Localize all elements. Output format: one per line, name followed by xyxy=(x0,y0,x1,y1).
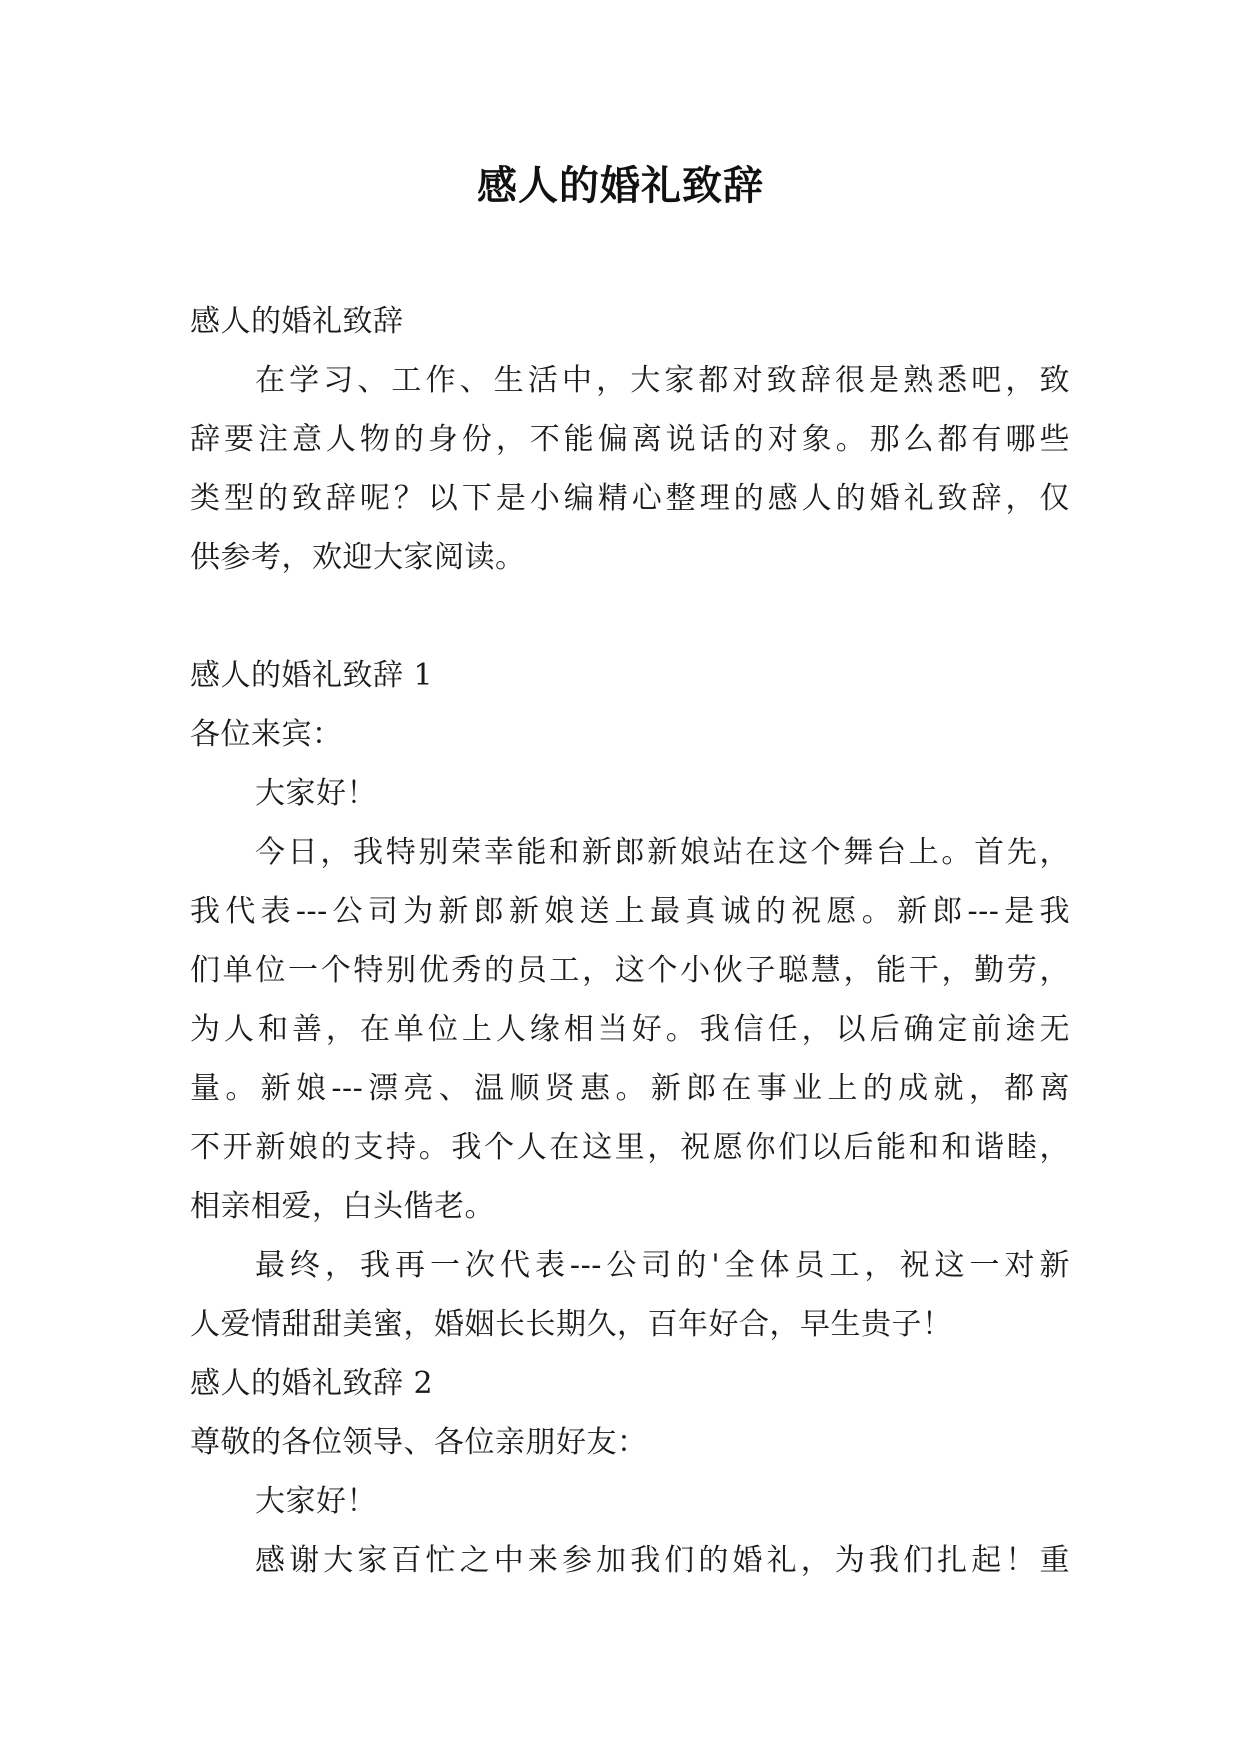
salutation: 各位来宾： xyxy=(190,717,343,752)
paragraph-line: 相亲相爱，白头偕老。 xyxy=(190,1189,495,1224)
paragraph-line: 量。新娘---漂亮、温顺贤惠。新郎在事业上的成就，都离 xyxy=(190,1071,1070,1106)
paragraph-line: 人爱情甜甜美蜜，婚姻长长期久，百年好合，早生贵子！ xyxy=(190,1307,953,1342)
paragraph-line: 们单位一个特别优秀的员工，这个小伙子聪慧，能干，勤劳， xyxy=(190,953,1070,988)
paragraph-line: 为人和善，在单位上人缘相当好。我信任，以后确定前途无 xyxy=(190,1012,1070,1047)
greeting: 大家好！ xyxy=(255,1484,377,1519)
section-heading-2: 感人的婚礼致辞 2 xyxy=(190,1366,434,1401)
paragraph-line: 供参考，欢迎大家阅读。 xyxy=(190,540,526,575)
paragraph-line: 今日，我特别荣幸能和新郎新娘站在这个舞台上。首先， xyxy=(255,835,1070,870)
paragraph-line: 类型的致辞呢？以下是小编精心整理的感人的婚礼致辞，仅 xyxy=(190,481,1070,516)
paragraph-line: 最终，我再一次代表---公司的'全体员工，祝这一对新 xyxy=(255,1248,1070,1283)
paragraph-line: 辞要注意人物的身份，不能偏离说话的对象。那么都有哪些 xyxy=(190,422,1070,457)
document-body xyxy=(190,292,1070,1590)
paragraph-line: 不开新娘的支持。我个人在这里，祝愿你们以后能和和谐睦， xyxy=(190,1130,1070,1165)
salutation: 尊敬的各位领导、各位亲朋好友： xyxy=(190,1425,648,1460)
blank-line xyxy=(190,587,1070,646)
intro-heading: 感人的婚礼致辞 xyxy=(190,304,404,339)
greeting: 大家好！ xyxy=(255,776,377,811)
paragraph-line: 在学习、工作、生活中，大家都对致辞很是熟悉吧，致 xyxy=(255,363,1070,398)
section-heading-1: 感人的婚礼致辞 1 xyxy=(190,658,434,693)
paragraph-line: 我代表---公司为新郎新娘送上最真诚的祝愿。新郎---是我 xyxy=(190,894,1070,929)
paragraph-line: 感谢大家百忙之中来参加我们的婚礼，为我们扎起！重 xyxy=(255,1543,1070,1578)
document-title: 感人的婚礼致辞 xyxy=(477,163,764,209)
